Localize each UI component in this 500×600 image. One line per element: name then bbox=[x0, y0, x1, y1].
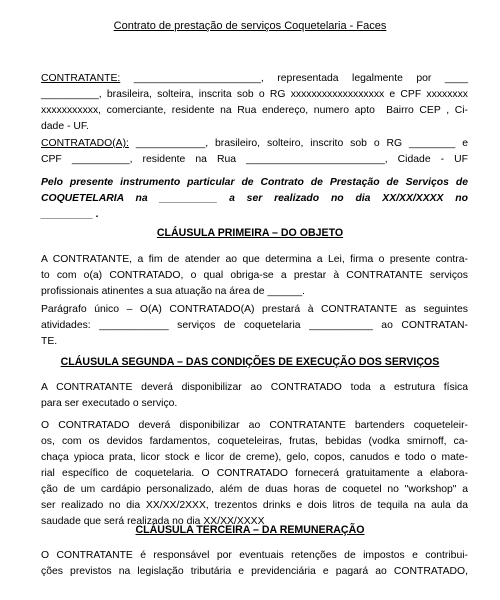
intro-line: COQUETELARIA na __________ a ser realizado no dia XX/XX/XXXX no bbox=[41, 193, 468, 204]
clause-line: os, com os devidos fardamentos, coqueteleiras, frutas, bebidas (vodka smirnoff, ca- bbox=[41, 436, 468, 447]
intro-line: Pelo presente instrumento particular de Contrato de Prestação de Serviços de bbox=[41, 177, 468, 188]
clause-line: ser realizado no dia XX/XX/2XXX, trezentos drinks e dois litros de tequila na aula da bbox=[41, 500, 468, 511]
clausula-terceira-paragraph-1 bbox=[41, 548, 468, 580]
contratante-line: dade - UF. bbox=[41, 121, 89, 132]
contratado-line: CPF __________, residente na Rua ________________________, Cidade - UF bbox=[41, 154, 468, 165]
clausula-primeira-paragraph-1 bbox=[41, 252, 468, 300]
contratante-line bbox=[41, 71, 468, 87]
contratante-label: CONTRATANTE: bbox=[41, 73, 121, 84]
contratado-line bbox=[41, 136, 468, 152]
clause-line: para ser executado o serviço. bbox=[41, 398, 178, 409]
clausula-primeira-heading: CLÁUSULA PRIMEIRA – DO OBJETO bbox=[156, 227, 344, 239]
clause-line: TE. bbox=[41, 336, 58, 347]
clause-line: A CONTRATANTE deverá disponibilizar ao CONTRATADO toda a estrutura física bbox=[41, 382, 468, 393]
clause-line: chaça ypioca prata, licor stock e licor de creme), gelo, copos, canudos e todo o mate- bbox=[41, 452, 468, 463]
contratante-paragraph bbox=[41, 71, 468, 135]
clausula-segunda-heading: CLÁUSULA SEGUNDA – DAS CONDIÇÕES DE EXECUÇÃO DOS SERVIÇOS bbox=[60, 356, 440, 368]
clause-line: profissionais atinentes a sua atuação na área de ______. bbox=[41, 286, 305, 297]
clause-line: saudade que será realizada no dia XX/XX/XXXX bbox=[41, 516, 265, 527]
intro-line: _________ . bbox=[41, 209, 99, 220]
intro-paragraph bbox=[41, 175, 468, 223]
clause-line: to com o(a) CONTRATADO, o qual obriga-se a prestar à CONTRATANTE serviços bbox=[41, 270, 468, 281]
contratado-label: CONTRATADO(A): bbox=[41, 138, 129, 149]
clause-line: O CONTRATADO deverá disponibilizar ao CONTRATANTE bartenders coqueteleir- bbox=[41, 420, 468, 431]
contratado-line-text: ____________, brasileiro, solteiro, inscrito sob o RG ________ e bbox=[128, 138, 468, 149]
document-title: Contrato de prestação de serviços Coquetelaria - Faces bbox=[113, 20, 387, 32]
clause-line: A CONTRATANTE, a fim de atender ao que determina a Lei, firma o presente contra- bbox=[41, 254, 468, 265]
clause-line: Parágrafo único – O(A) CONTRATADO(A) prestará à CONTRATANTE as seguintes bbox=[41, 304, 468, 315]
clause-line: O CONTRATANTE é responsável por eventuais retenções de impostos e contribui- bbox=[41, 550, 468, 561]
clausula-terceira-heading: CLÁUSULA TERCEIRA – DA REMUNERAÇÃO bbox=[135, 524, 365, 536]
contratante-line: xxxxxxxxxxx, comerciante, residente na Rua endereço, numero apto Bairro CEP , Ci- bbox=[41, 105, 468, 116]
clause-line: rial específico de coquetelaria. O CONTRATADO fornecerá gratuitamente a elabora- bbox=[41, 468, 468, 479]
clausula-segunda-paragraph-2 bbox=[41, 418, 468, 530]
clause-line: ção de um cardápio personalizado, além de duas horas de coquetel no "workshop" a bbox=[41, 484, 468, 495]
contratante-line-text: ______________________, representada legalmente por ____ bbox=[120, 73, 468, 84]
clause-line: atividades: ____________ serviços de coquetelaria ___________ ao CONTRATAN- bbox=[41, 320, 468, 331]
clausula-primeira-paragraph-unico bbox=[41, 302, 468, 350]
clausula-segunda-paragraph-1 bbox=[41, 380, 468, 412]
contratado-paragraph bbox=[41, 136, 468, 168]
clause-line: ções previstos na legislação tributária e previdenciária e pagará ao CONTRATADO, bbox=[41, 566, 468, 577]
contratante-line: __________, brasileira, solteira, inscrita sob o RG xxxxxxxxxxxxxxxxxx e CPF xxxxxxxx bbox=[41, 89, 468, 100]
